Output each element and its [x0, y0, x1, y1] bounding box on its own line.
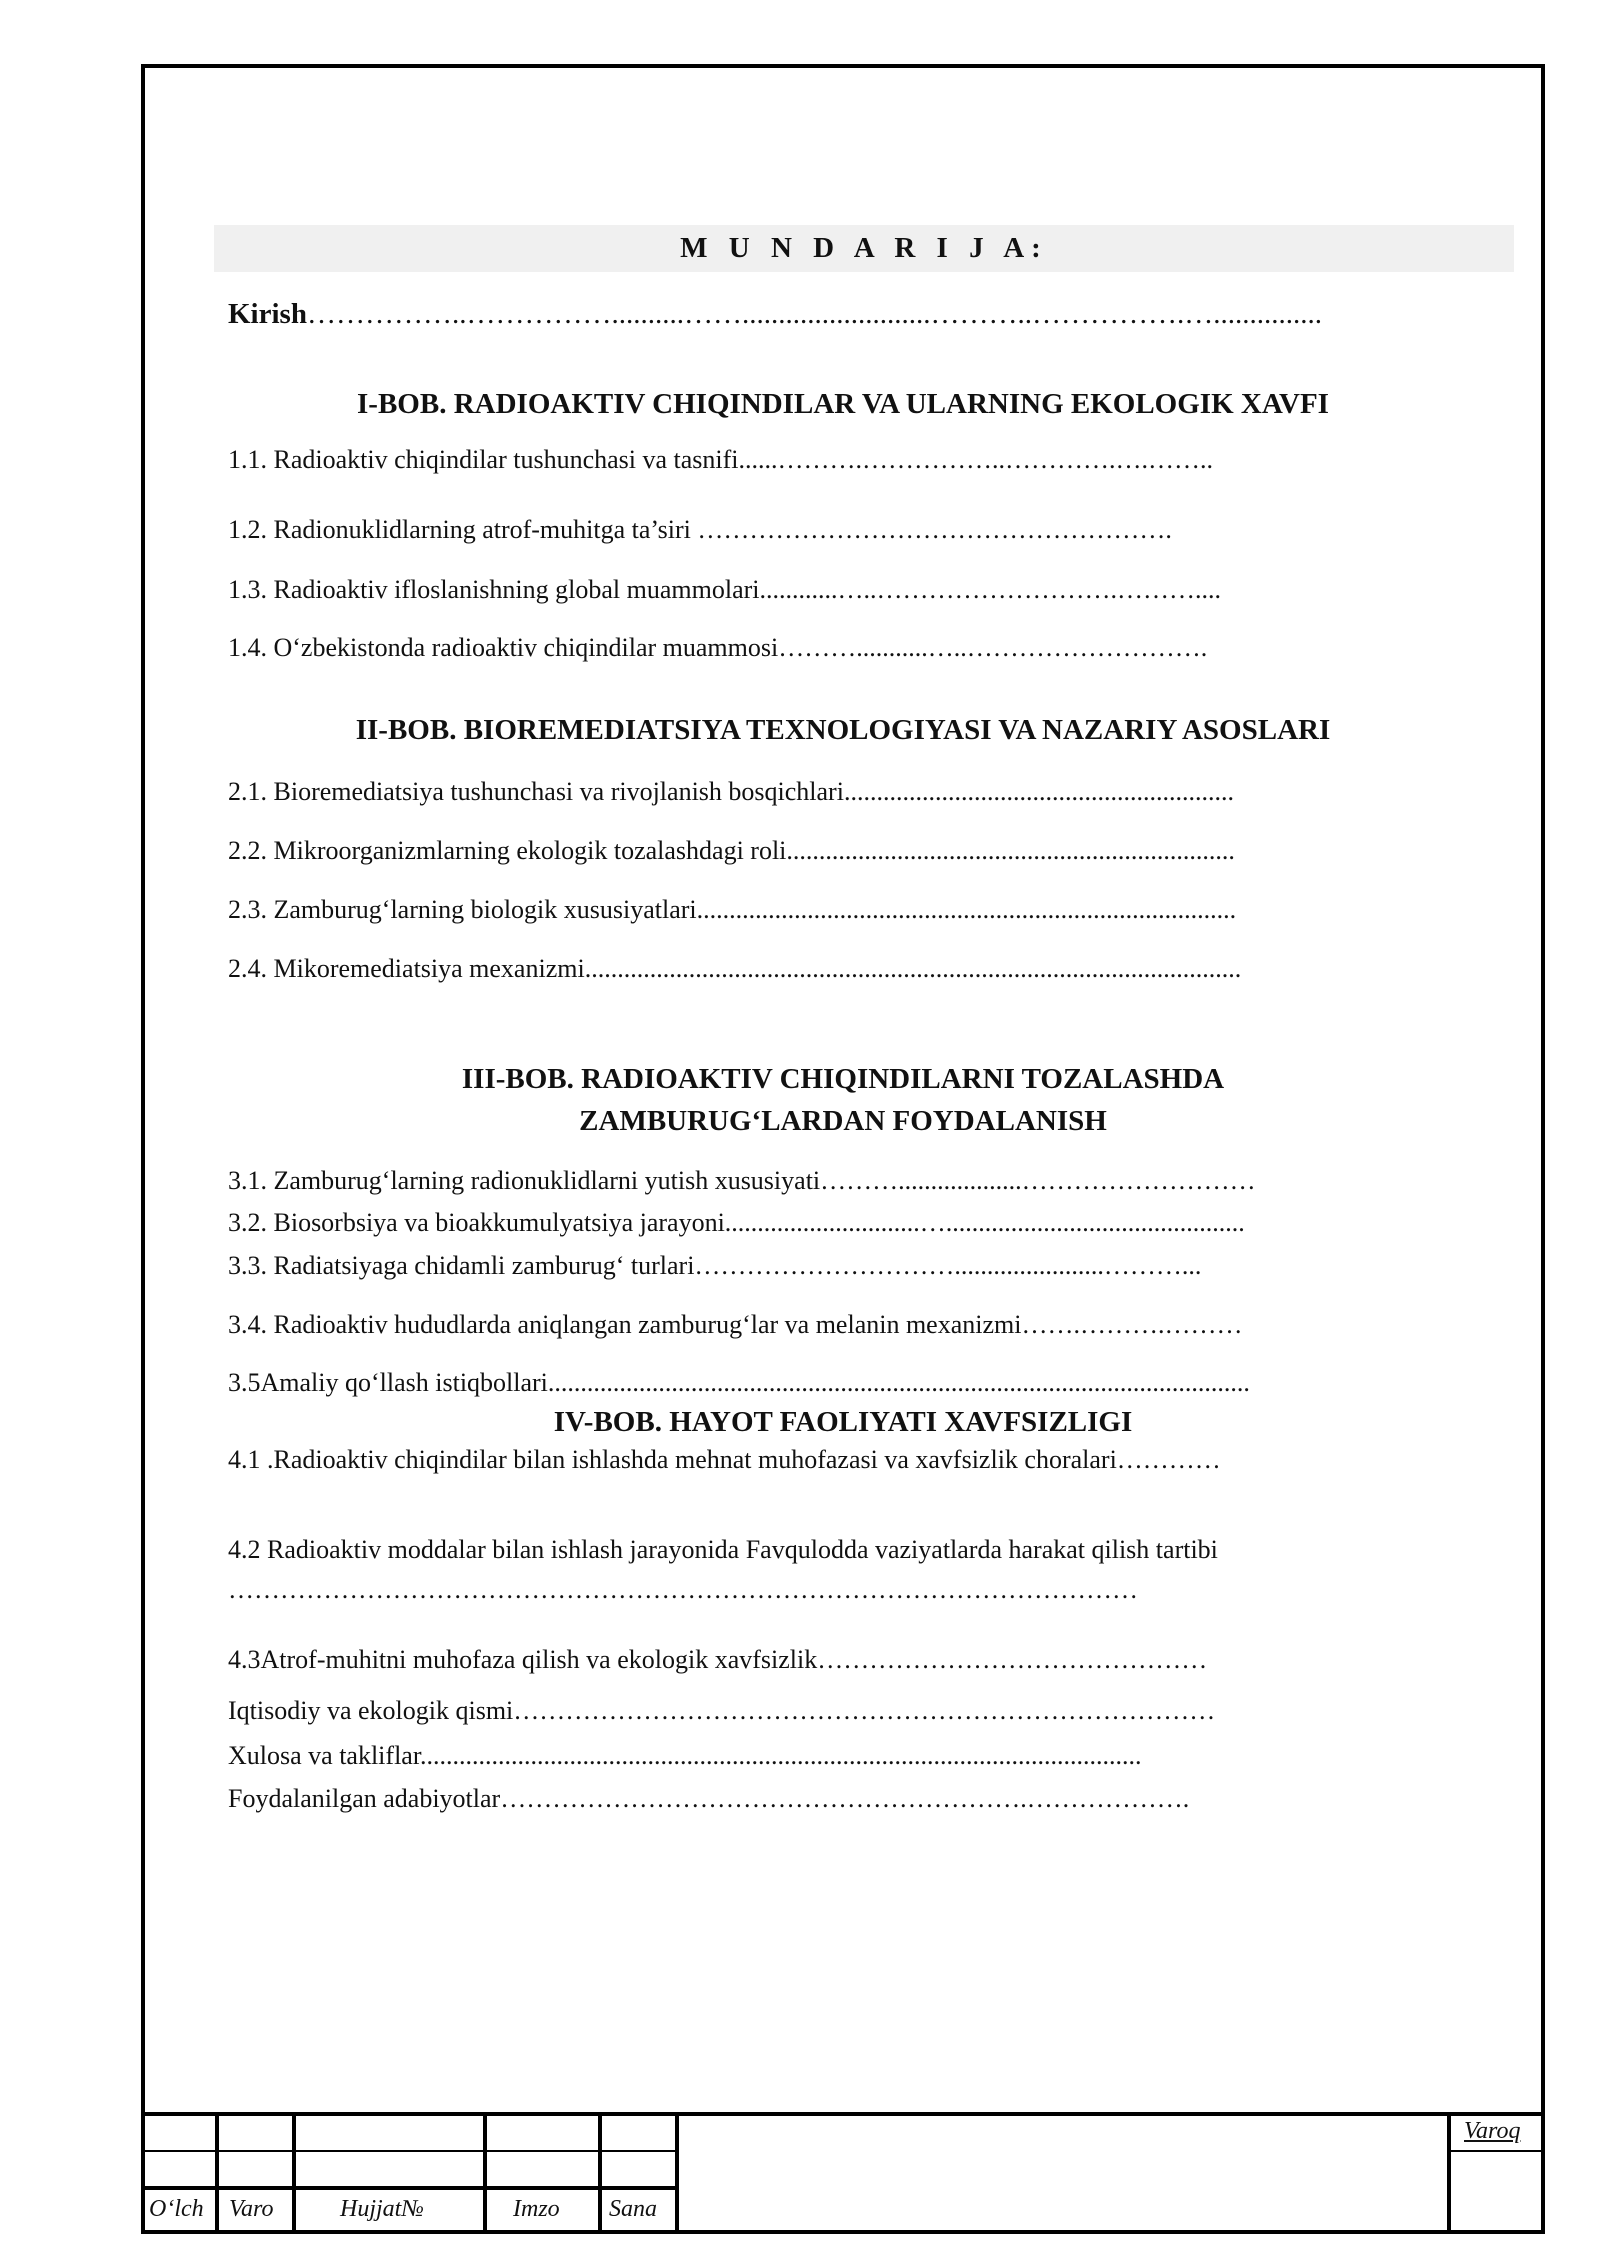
- toc-item-3-3: 3.3. Radiatsiyaga chidamli zamburug‘ turlari………………………….......................………...: [228, 1251, 1202, 1280]
- stamp-col-divider-2: [292, 2112, 296, 2234]
- toc-item-4-2: 4.2 Radioaktiv moddalar bilan ishlash jarayonida Favqulodda vaziyatlarda harakat qilish tartibi: [228, 1535, 1218, 1564]
- toc-conclusions: Xulosa va takliflar...............................................................................................................: [228, 1741, 1142, 1770]
- toc-item-2-3: 2.3. Zamburug‘larning biologik xususiyatlari...................................................................................: [228, 895, 1237, 924]
- stamp-label-imzo: Imzo: [513, 2196, 560, 2222]
- chapter2-heading: II-BOB. BIOREMEDIATSIYA TEXNOLOGIYASI VA NAZARIY ASOSLARI: [355, 714, 1331, 746]
- toc-item-1-2: 1.2. Radionuklidlarning atrof-muhitga ta’siri ……………………………………………….: [228, 515, 1172, 544]
- toc-economic-part: Iqtisodiy va ekologik qismi………………………………………………………………………: [228, 1696, 1216, 1725]
- stamp-label-sana: Sana: [609, 2196, 657, 2222]
- toc-item-3-5: 3.5Amaliy qo‘llash istiqbollari............................................................................................................: [228, 1368, 1250, 1397]
- stamp-sheet-label: Varoq: [1464, 2118, 1521, 2144]
- stamp-sheet-row-divider: [1447, 2150, 1545, 2152]
- toc-item-1-1: 1.1. Radioaktiv chiqindilar tushunchasi va tasnifi......……….……………..………….….……..: [228, 445, 1214, 474]
- stamp-sheet-divider: [1447, 2112, 1451, 2234]
- stamp-row-divider-2: [141, 2186, 677, 2190]
- chapter4-heading: IV-BOB. HAYOT FAOLIYATI XAVFSIZLIGI: [553, 1406, 1133, 1438]
- stamp-col-divider-4: [598, 2112, 602, 2234]
- stamp-col-divider-5: [675, 2112, 679, 2234]
- toc-item-4-1: 4.1 .Radioaktiv chiqindilar bilan ishlashda mehnat muhofazasi va xavfsizlik choralari…………: [228, 1445, 1221, 1474]
- toc-item-4-3: 4.3Atrof-muhitni muhofaza qilish va ekologik xavfsizlik………………………………………: [228, 1645, 1208, 1674]
- stamp-label-olch: O‘lch: [149, 2196, 204, 2222]
- toc-item-1-3: 1.3. Radioaktiv ifloslanishning global muammolari............…..……………………….………....: [228, 575, 1221, 604]
- toc-references: Foydalanilgan adabiyotlar…………………………………………………….……………….: [228, 1784, 1190, 1813]
- stamp-col-divider-3: [483, 2112, 487, 2234]
- stamp-top-line: [141, 2112, 1545, 2116]
- toc-intro-label: Kirish: [228, 298, 307, 330]
- stamp-label-hujjat: Hujjat№: [340, 2196, 424, 2222]
- toc-intro: [228, 298, 1322, 330]
- stamp-label-varo: Varo: [229, 2196, 274, 2222]
- page-title: M U N D A R I J A:: [680, 232, 1048, 264]
- toc-item-3-4: 3.4. Radioaktiv hududlarda aniqlangan zamburug‘lar va melanin mexanizmi…….……….………: [228, 1310, 1243, 1339]
- toc-item-2-1: 2.1. Bioremediatsiya tushunchasi va rivojlanish bosqichlari............................................................: [228, 777, 1234, 806]
- toc-item-3-2: 3.2. Biosorbsiya va bioakkumulyatsiya jarayoni..............................…..............................................: [228, 1208, 1245, 1237]
- chapter3-heading-line1: III-BOB. RADIOAKTIV CHIQINDILARNI TOZALASHDA: [461, 1063, 1225, 1095]
- toc-item-4-2-leader: ……………………………………………………………………………………………: [228, 1575, 1138, 1604]
- chapter1-heading: I-BOB. RADIOAKTIV CHIQINDILAR VA ULARNING EKOLOGIK XAVFI: [357, 388, 1329, 420]
- toc-item-2-2: 2.2. Mikroorganizmlarning ekologik tozalashdagi roli.....................................................................: [228, 836, 1235, 865]
- toc-item-1-4: 1.4. O‘zbekistonda radioaktiv chiqindilar muammosi………...........…..……………………….: [228, 633, 1208, 662]
- toc-item-3-1: 3.1. Zamburug‘larning radionuklidlarni yutish xususiyati………...................………………………: [228, 1166, 1256, 1195]
- stamp-col-divider-1: [215, 2112, 219, 2234]
- toc-item-2-4: 2.4. Mikoremediatsiya mexanizmi.....................................................................................................: [228, 954, 1242, 983]
- toc-intro-leader: ……………..……………..........……..........................………..…………….…...............: [306, 298, 1322, 330]
- chapter3-heading-line2: ZAMBURUG‘LARDAN FOYDALANISH: [579, 1105, 1107, 1137]
- stamp-row-divider-1: [141, 2150, 677, 2152]
